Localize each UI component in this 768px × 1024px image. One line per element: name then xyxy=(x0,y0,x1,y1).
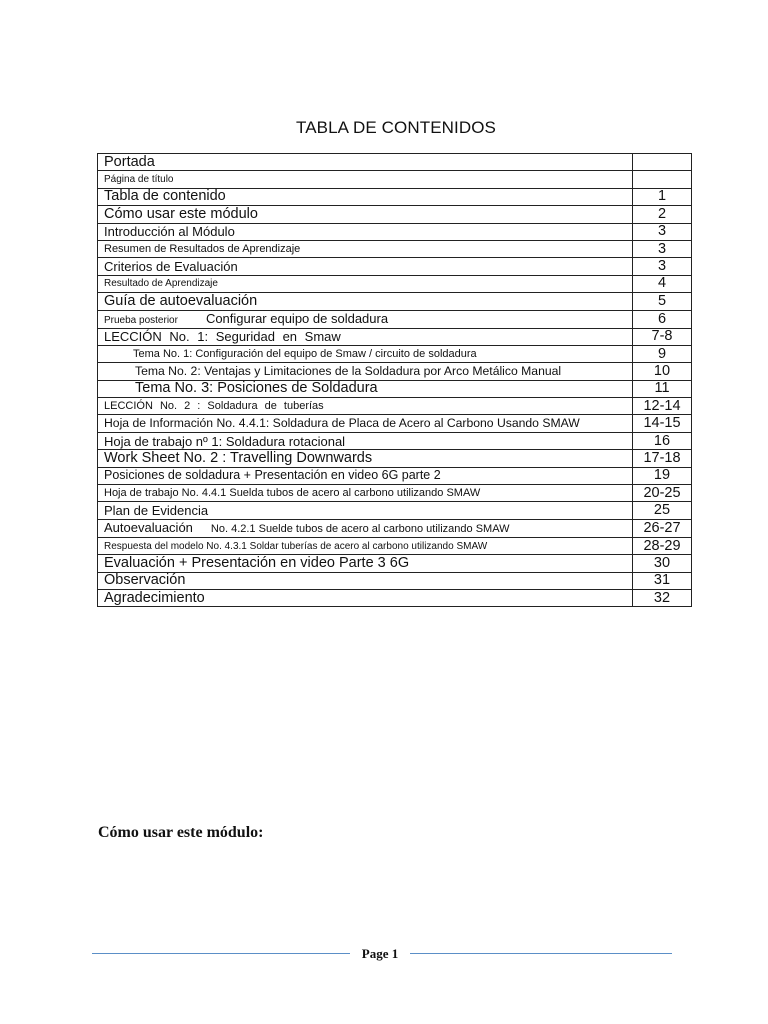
table-row xyxy=(98,328,692,345)
toc-entry-label: Respuesta del modelo No. 4.3.1 Soldar tuberías de acero al carbono utilizando SMAW xyxy=(98,537,633,554)
toc-entry-page: 14-15 xyxy=(633,415,692,432)
toc-entry-label-part: No. 4.2.1 Suelde tubos de acero al carbono utilizando SMAW xyxy=(210,522,510,535)
table-row xyxy=(98,398,692,415)
toc-entry-page: 3 xyxy=(633,258,692,275)
toc-entry-label: Tema No. 1: Configuración del equipo de Smaw / circuito de soldadura xyxy=(98,345,633,362)
toc-entry-page: 32 xyxy=(633,589,692,606)
footer-divider-right xyxy=(410,953,672,954)
toc-entry-page: 30 xyxy=(633,555,692,572)
toc-entry-page xyxy=(633,171,692,188)
table-row xyxy=(98,240,692,257)
toc-entry-page: 9 xyxy=(633,345,692,362)
table-row xyxy=(98,275,692,292)
table-row xyxy=(98,572,692,589)
toc-entry-label: Introducción al Módulo xyxy=(98,223,633,240)
toc-entry-page: 1 xyxy=(633,188,692,205)
toc-entry-label: Tema No. 2: Ventajas y Limitaciones de la Soldadura por Arco Metálico Manual xyxy=(98,363,633,380)
toc-entry-label: Hoja de Información No. 4.4.1: Soldadura de Placa de Acero al Carbono Usando SMAW xyxy=(98,415,633,432)
table-row xyxy=(98,415,692,432)
table-row xyxy=(98,519,692,537)
toc-entry-page: 7-8 xyxy=(633,328,692,345)
toc-entry-label: Guía de autoevaluación xyxy=(98,293,633,310)
table-row xyxy=(98,171,692,188)
toc-entry-page: 20-25 xyxy=(633,485,692,502)
table-row xyxy=(98,502,692,519)
table-row xyxy=(98,345,692,362)
toc-entry-label: Posiciones de soldadura + Presentación en video 6G parte 2 xyxy=(98,467,633,484)
toc-entry-label: Cómo usar este módulo xyxy=(98,206,633,223)
toc-entry-page: 4 xyxy=(633,275,692,292)
page-title: TABLA DE CONTENIDOS xyxy=(296,118,496,137)
toc-entry-page: 10 xyxy=(633,363,692,380)
toc-entry-page xyxy=(633,154,692,171)
table-row xyxy=(98,589,692,606)
toc-entry-page: 12-14 xyxy=(633,398,692,415)
table-row xyxy=(98,467,692,484)
toc-entry-label: Work Sheet No. 2 : Travelling Downwards xyxy=(98,450,633,467)
toc-entry-label: Plan de Evidencia xyxy=(98,502,633,519)
toc-entry-label: Tabla de contenido xyxy=(98,188,633,205)
toc-entry-label: Evaluación + Presentación en video Parte 3 6G xyxy=(98,555,633,572)
toc-entry-page: 28-29 xyxy=(633,537,692,554)
toc-entry-page: 31 xyxy=(633,572,692,589)
table-row xyxy=(98,188,692,205)
table-row xyxy=(98,432,692,449)
toc-entry-label-part: Configurar equipo de soldadura xyxy=(205,310,389,326)
toc-entry-page: 25 xyxy=(633,502,692,519)
toc-entry-label-part: Prueba posterior xyxy=(104,314,178,326)
table-row xyxy=(98,154,692,171)
table-row xyxy=(98,380,692,397)
toc-entry-label: Agradecimiento xyxy=(98,589,633,606)
table-row xyxy=(98,450,692,467)
toc-entry-label: Criterios de Evaluación xyxy=(98,258,633,275)
table-row xyxy=(98,206,692,223)
toc-entry-label xyxy=(98,519,633,537)
toc-entry-label: Resultado de Aprendizaje xyxy=(98,275,633,292)
toc-entry-label: LECCIÓN No. 1: Seguridad en Smaw xyxy=(98,328,633,345)
toc-entry-label-part: Autoevaluación xyxy=(104,519,193,535)
toc-entry-label: LECCIÓN No. 2 : Soldadura de tuberías xyxy=(98,398,633,415)
page-number: Page 1 xyxy=(361,946,399,961)
table-row xyxy=(98,223,692,240)
toc-entry-label: Página de título xyxy=(98,171,633,188)
toc-entry-page: 5 xyxy=(633,293,692,310)
toc-entry-page: 6 xyxy=(633,310,692,328)
toc-entry-page: 3 xyxy=(633,240,692,257)
toc-entry-label: Observación xyxy=(98,572,633,589)
table-row xyxy=(98,485,692,502)
table-row xyxy=(98,555,692,572)
toc-entry-page: 16 xyxy=(633,432,692,449)
section-heading: Cómo usar este módulo: xyxy=(98,824,264,841)
toc-entry-label: Resumen de Resultados de Aprendizaje xyxy=(98,240,633,257)
table-row xyxy=(98,310,692,328)
toc-entry-label: Hoja de trabajo No. 4.4.1 Suelda tubos de acero al carbono utilizando SMAW xyxy=(98,485,633,502)
toc-entry-label: Tema No. 3: Posiciones de Soldadura xyxy=(98,380,633,397)
toc-entry-page: 2 xyxy=(633,206,692,223)
toc-entry-page: 11 xyxy=(633,380,692,397)
footer-divider-left xyxy=(92,953,350,954)
toc-entry-label xyxy=(98,310,633,328)
toc-entry-page: 19 xyxy=(633,467,692,484)
toc-entry-page: 3 xyxy=(633,223,692,240)
toc-entry-page: 17-18 xyxy=(633,450,692,467)
table-row xyxy=(98,537,692,554)
table-of-contents xyxy=(97,153,692,607)
toc-entry-page: 26-27 xyxy=(633,519,692,537)
toc-entry-label: Hoja de trabajo nº 1: Soldadura rotacional xyxy=(98,432,633,449)
table-row xyxy=(98,293,692,310)
table-row xyxy=(98,363,692,380)
table-row xyxy=(98,258,692,275)
toc-entry-label: Portada xyxy=(98,154,633,171)
